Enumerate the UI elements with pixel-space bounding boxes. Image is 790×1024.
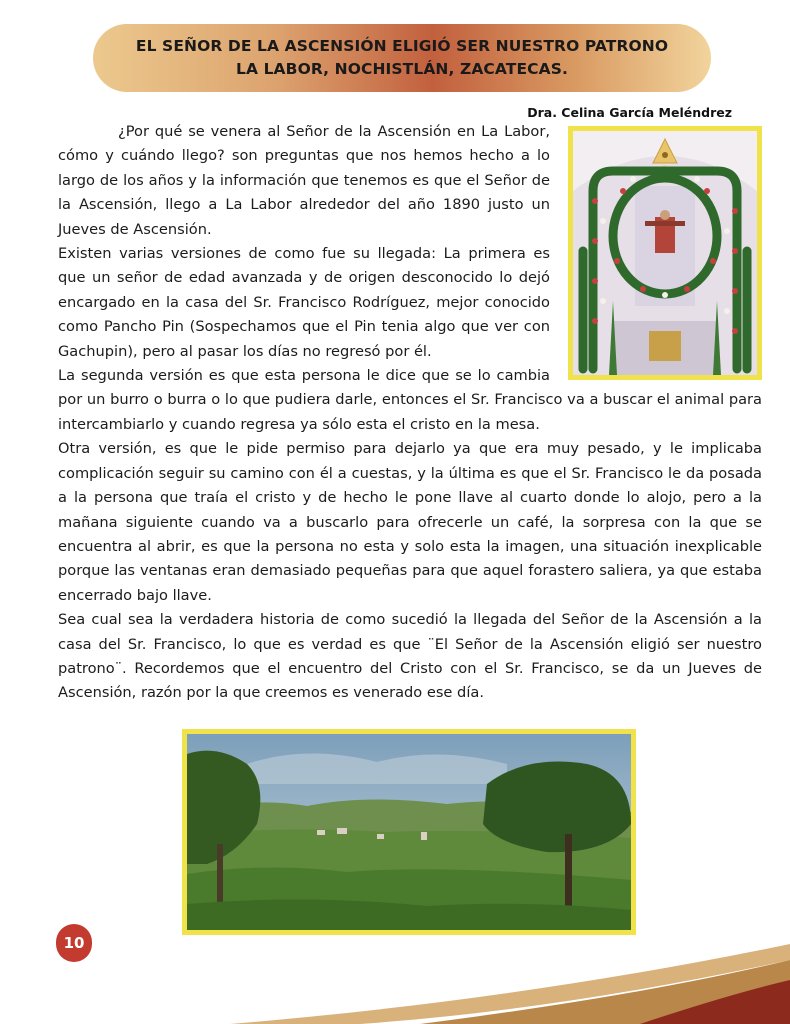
article-title-line-2: LA LABOR, NOCHISTLÁN, ZACATECAS. (236, 60, 568, 78)
paragraph-2: Existen varias versiones de como fue su llegada: La primera es que un señor de edad avanzada y de origen desconocido lo dejó encargado en la casa del Sr. Francisco Rodríguez, mejor conocido como Pancho Pin (Sospechamos que el Pin tenia algo que ver con Gachupin), pero al pasar los días no regresó por él. (58, 245, 550, 360)
altar-illustration (573, 131, 757, 375)
landscape-photo (182, 729, 636, 935)
article-body (58, 120, 762, 706)
author-name: Dra. Celina García Meléndrez (527, 105, 732, 120)
paragraph-1: ¿Por qué se venera al Señor de la Ascensión en La Labor, cómo y cuándo llego? son preguntas que nos hemos hecho a lo largo de los años y la información que tenemos es que el Señor de la Ascensión, llego a La Labor alrededor del año 1890 justo un Jueves de Ascensión. (58, 123, 550, 238)
decorative-swoosh (0, 930, 790, 1024)
paragraph-3: La segunda versión es que esta persona le dice que se lo cambia por un burro o burra o lo que pudiera darle, entonces el Sr. Francisco va a buscar el animal para intercambiarlo y cuando regresa ya sólo esta el cristo en la mesa. (58, 367, 762, 433)
page-number-badge: 10 (56, 924, 92, 962)
landscape-illustration (187, 734, 631, 930)
title-banner (93, 24, 711, 92)
paragraph-4: Otra versión, es que le pide permiso para dejarlo ya que era muy pesado, y le implicaba complicación seguir su camino con él a cuestas, y la última es que el Sr. Francisco le da posada a la persona que traía el cristo y de hecho le pone llave al cuarto donde lo alojo, pero a la mañana siguiente cuando va a buscarlo para ofrecerle un café, la sorpresa con la que se encuentra al abrir, es que la persona no esta y solo esta la imagen, una situación inexplicable porque las ventanas eran demasiado pequeñas para que aquel forastero saliera, ya que estaba encerrado bajo llave. (58, 440, 762, 604)
paragraph-5: Sea cual sea la verdadera historia de como sucedió la llegada del Señor de la Ascensión a la casa del Sr. Francisco, lo que es verdad es que ¨El Señor de la Ascensión eligió ser nuestro patrono¨. Recordemos que el encuentro del Cristo con el Sr. Francisco, se da un Jueves de Ascensión, razón por la que creemos es venerado ese día. (58, 611, 762, 702)
altar-photo (568, 126, 762, 380)
article-title-line-1: EL SEÑOR DE LA ASCENSIÓN ELIGIÓ SER NUESTRO PATRONO (135, 37, 669, 55)
